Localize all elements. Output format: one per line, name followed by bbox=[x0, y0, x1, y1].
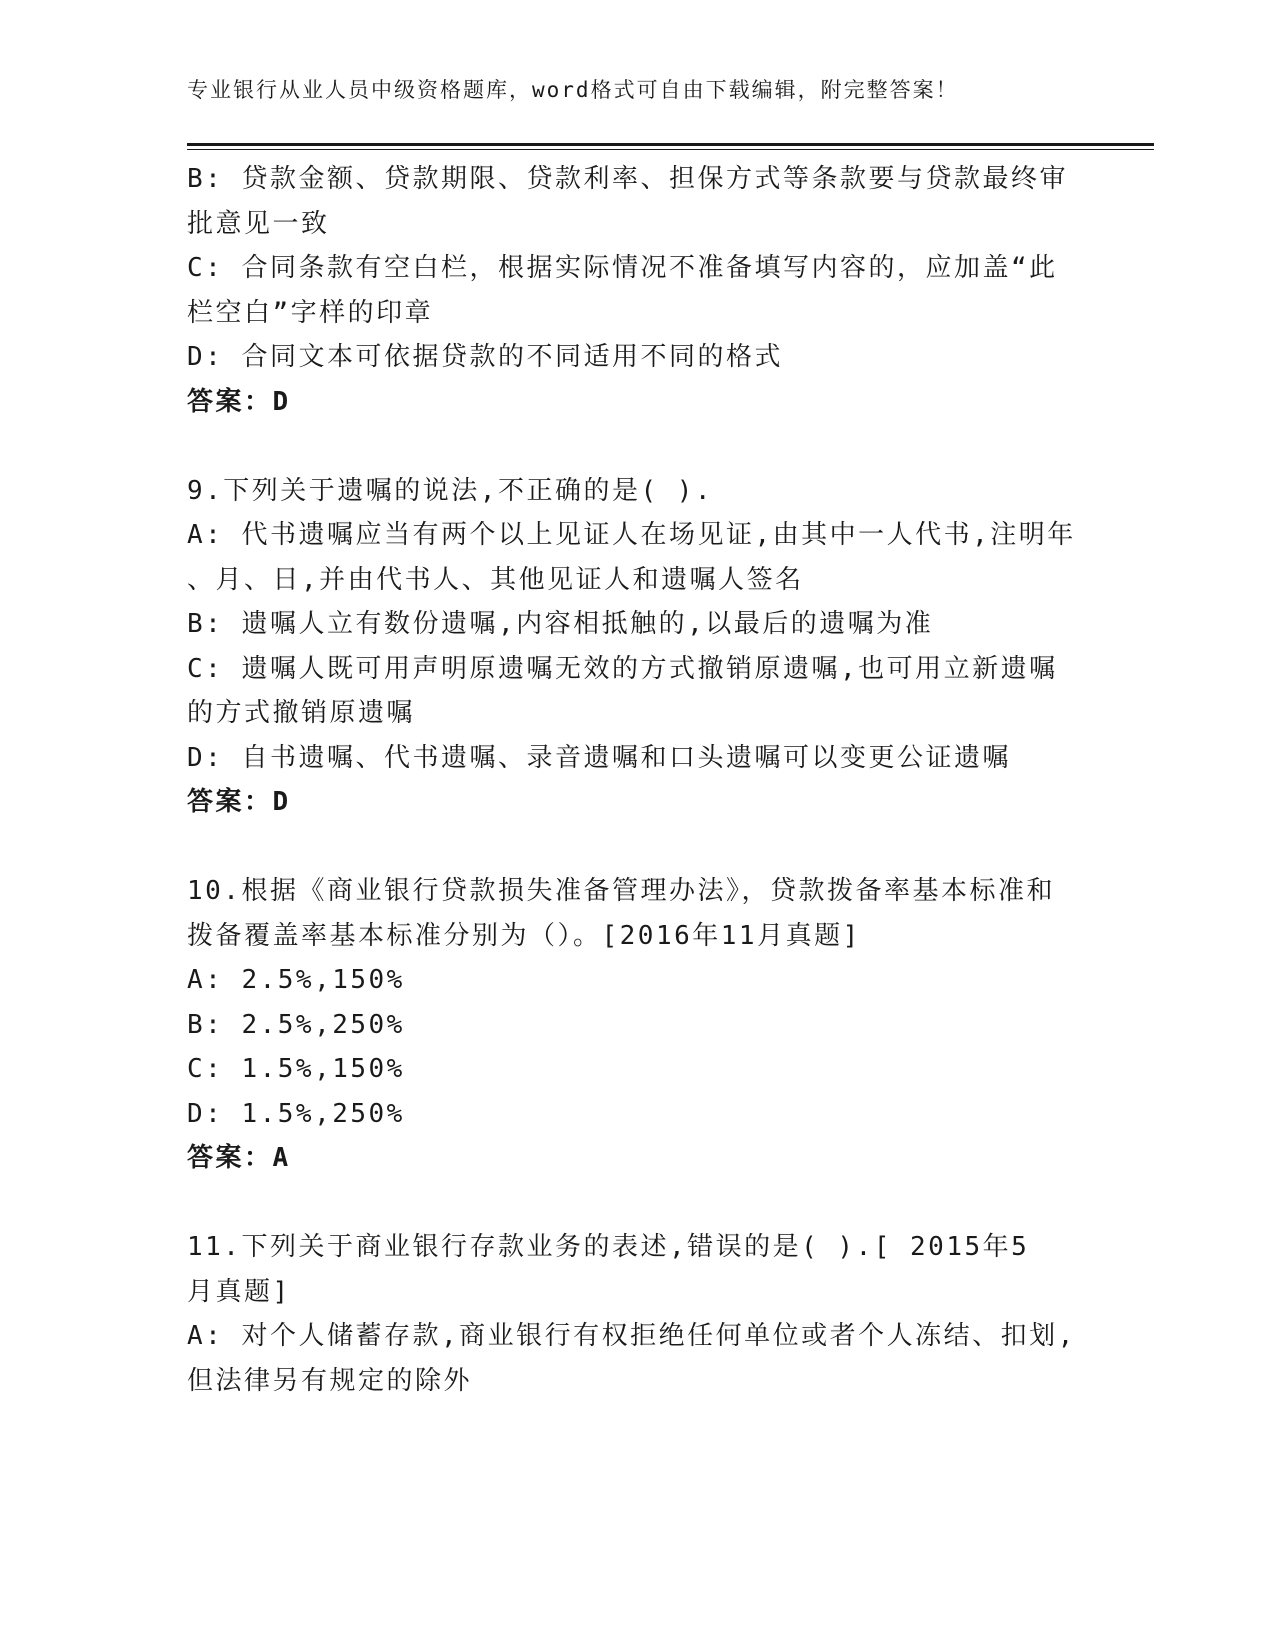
option-line: D: 自书遗嘱、代书遗嘱、录音遗嘱和口头遗嘱可以变更公证遗嘱 bbox=[187, 742, 1011, 773]
spacer bbox=[187, 1181, 1087, 1226]
header-rule-thick bbox=[187, 143, 1154, 146]
option-line: 批意见一致 bbox=[187, 208, 330, 239]
page-header: 专业银行从业人员中级资格题库，word格式可自由下载编辑，附完整答案！ bbox=[187, 78, 959, 102]
question-line: 10.根据《商业银行贷款损失准备管理办法》，贷款拨备率基本标准和 bbox=[187, 876, 1055, 906]
option-line: A: 对个人储蓄存款,商业银行有权拒绝任何单位或者个人冻结、扣划, bbox=[187, 1321, 1076, 1351]
option-line: C: 合同条款有空白栏，根据实际情况不准备填写内容的，应加盖“此 bbox=[187, 253, 1058, 283]
question-line: 月真题] bbox=[187, 1276, 291, 1307]
answer-line: 答案：D bbox=[187, 386, 291, 417]
option-line: 但法律另有规定的除外 bbox=[187, 1365, 473, 1396]
option-line: B: 贷款金额、贷款期限、贷款利率、担保方式等条款要与贷款最终审 bbox=[187, 164, 1068, 194]
option-line: B: 2.5%,250% bbox=[187, 1009, 405, 1040]
answer-line: 答案：A bbox=[187, 1143, 291, 1173]
option-line: 、月、日,并由代书人、其他见证人和遗嘱人签名 bbox=[187, 564, 804, 595]
option-line: C: 1.5%,150% bbox=[187, 1054, 405, 1084]
spacer bbox=[187, 825, 1087, 870]
option-line: A: 2.5%,150% bbox=[187, 965, 405, 995]
header-rule-thin bbox=[187, 149, 1154, 150]
option-line: C: 遗嘱人既可用声明原遗嘱无效的方式撤销原遗嘱,也可用立新遗嘱 bbox=[187, 653, 1058, 684]
option-line: D: 合同文本可依据贷款的不同适用不同的格式 bbox=[187, 342, 783, 372]
option-line: 的方式撤销原遗嘱 bbox=[187, 698, 416, 728]
question-line: 11.下列关于商业银行存款业务的表述,错误的是( ).[ 2015年5 bbox=[187, 1232, 1030, 1262]
question-line: 9.下列关于遗嘱的说法,不正确的是( ). bbox=[187, 475, 714, 506]
question-line: 拨备覆盖率基本标准分别为（）。[2016年11月真题] bbox=[187, 920, 861, 951]
answer-line: 答案：D bbox=[187, 787, 291, 817]
option-line: D: 1.5%,250% bbox=[187, 1098, 405, 1129]
option-line: 栏空白”字样的印章 bbox=[187, 297, 434, 328]
option-line: A: 代书遗嘱应当有两个以上见证人在场见证,由其中一人代书,注明年 bbox=[187, 520, 1076, 550]
spacer bbox=[187, 424, 1087, 469]
document-body bbox=[187, 157, 1087, 1403]
option-line: B: 遗嘱人立有数份遗嘱,内容相抵触的,以最后的遗嘱为准 bbox=[187, 609, 934, 639]
